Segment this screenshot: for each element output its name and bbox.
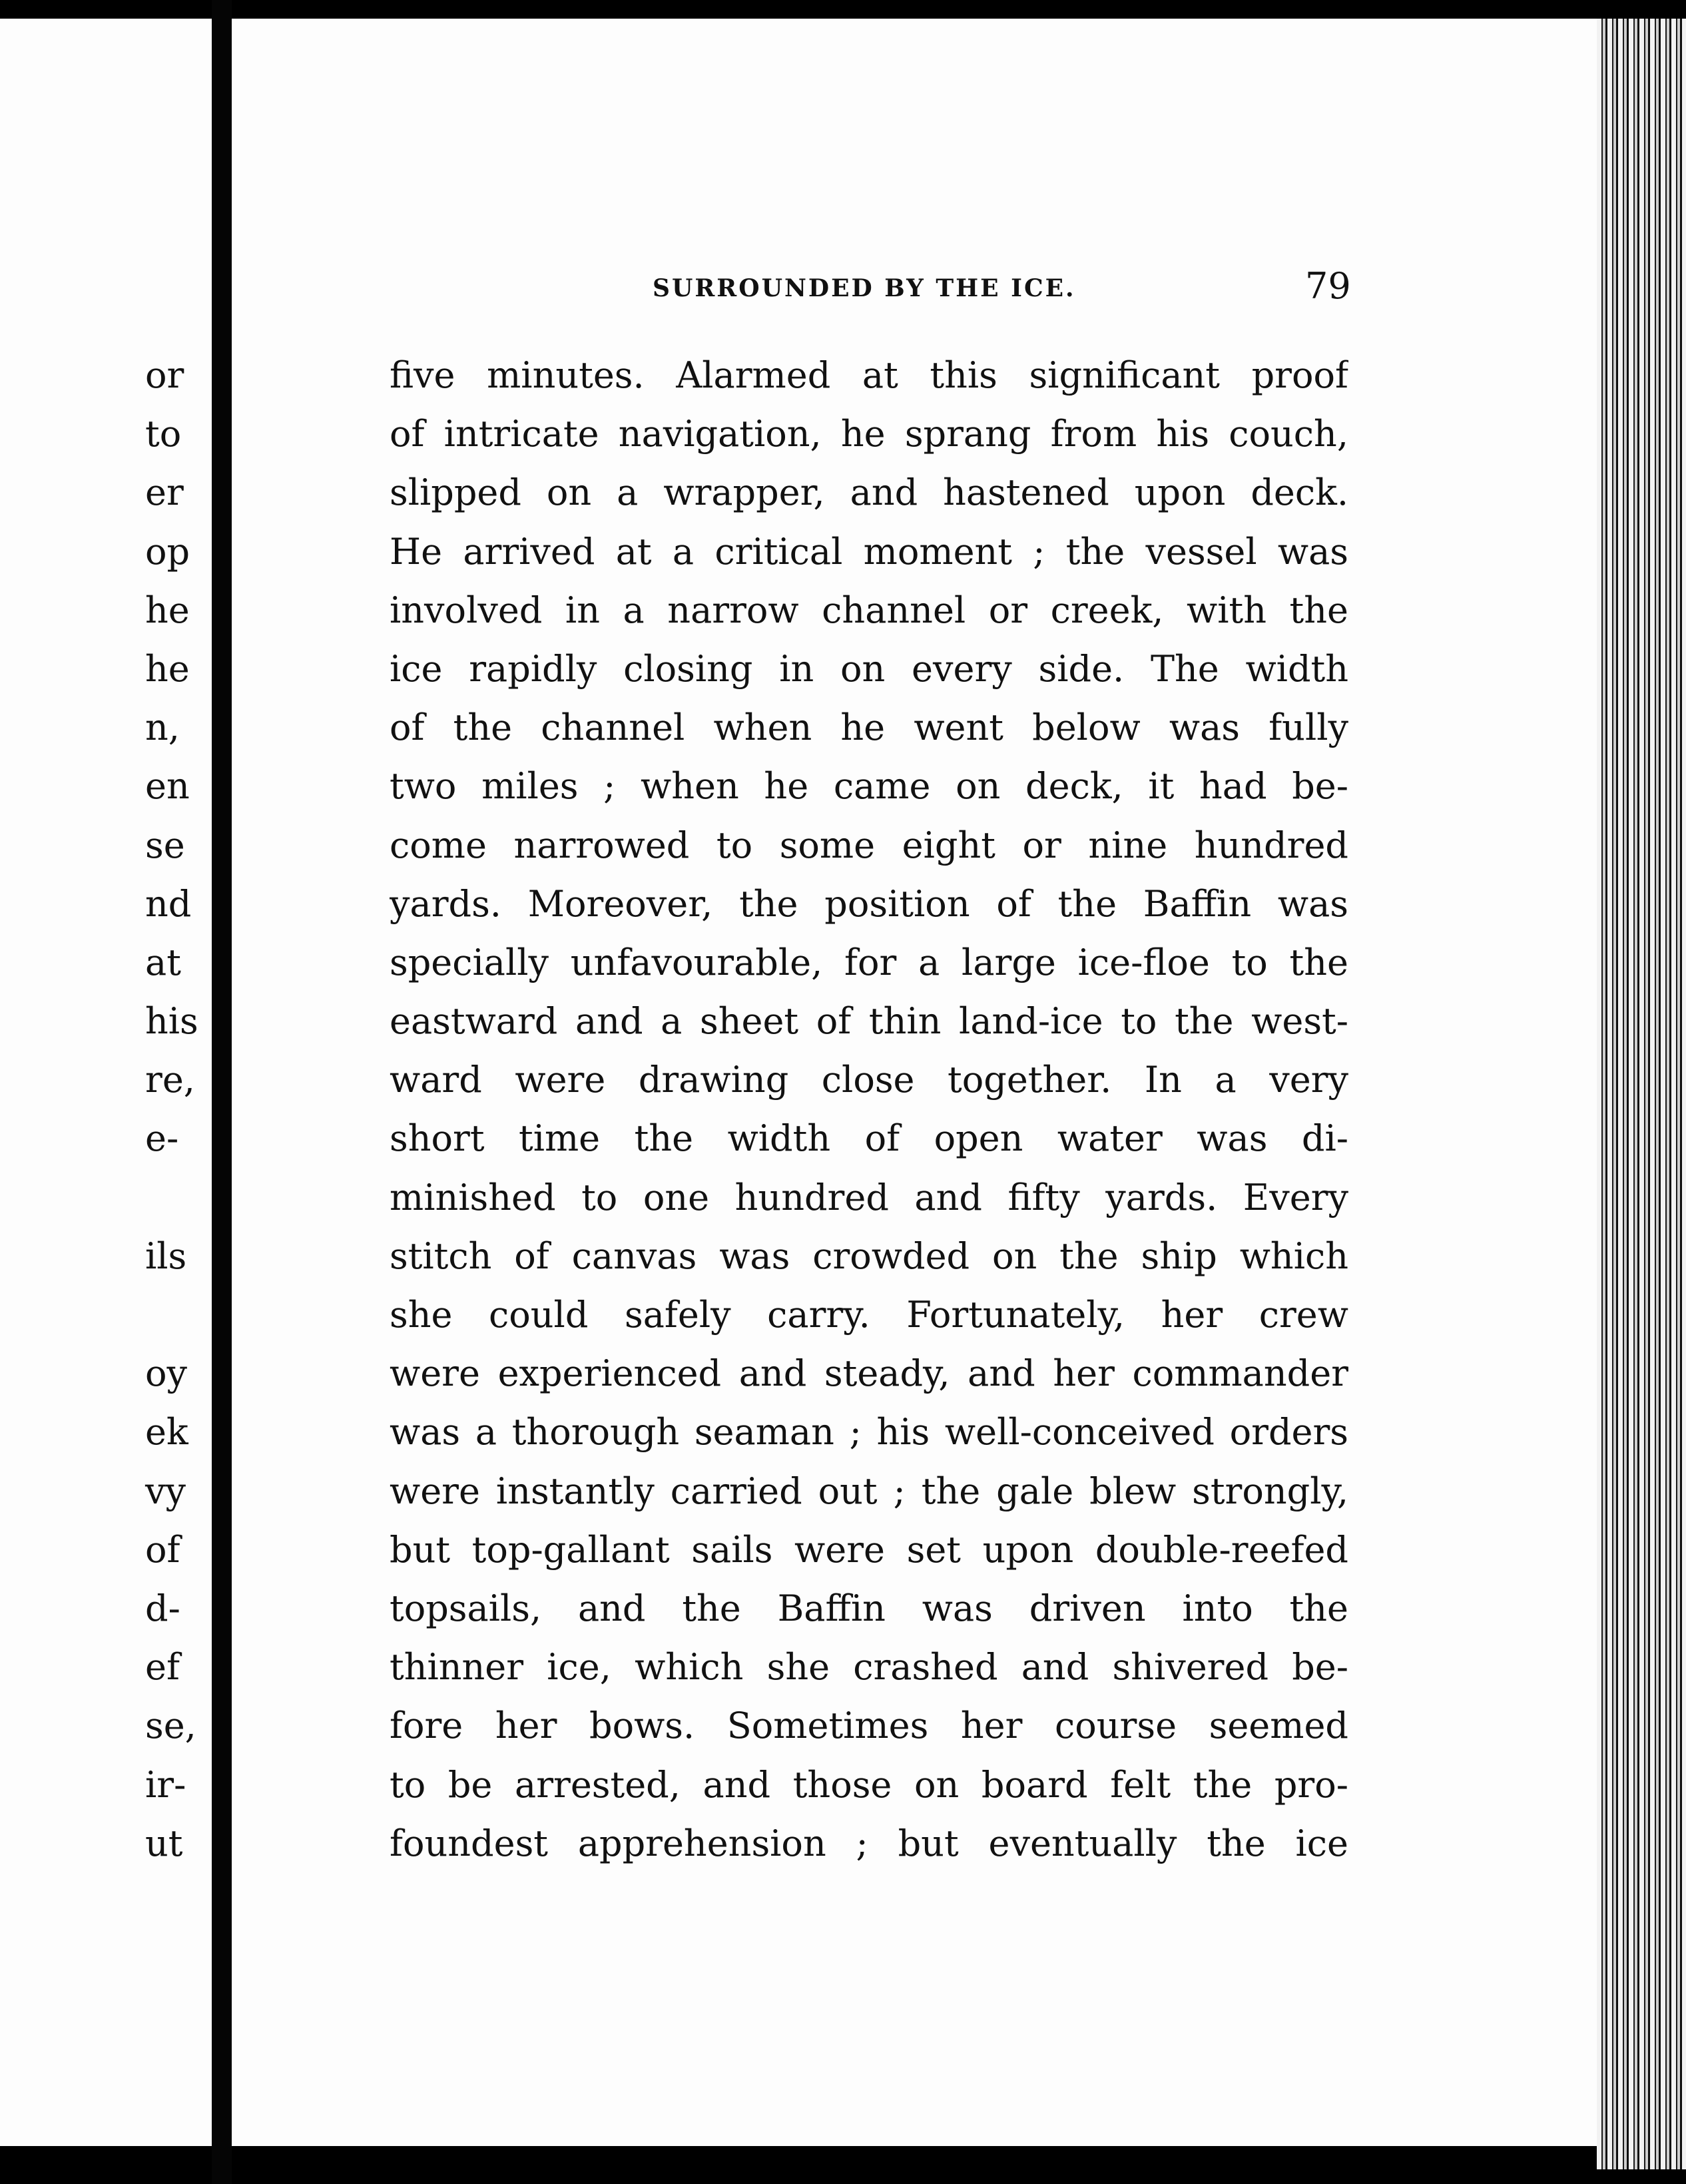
left-fragment-line: d- (145, 1587, 180, 1629)
text-line: but top-gallant sails were set upon double-reefed (390, 1528, 1348, 1571)
text-line: yards. Moreover, the position of the Baffin was (390, 882, 1348, 925)
left-fragment-line: oy (145, 1352, 188, 1395)
left-fragment-line (145, 1169, 212, 1227)
text-line: topsails, and the Baffin was driven into the (390, 1587, 1348, 1629)
text-line: stitch of canvas was crowded on the ship which (390, 1234, 1348, 1277)
text-line: eastward and a sheet of thin land-ice to the west- (390, 1000, 1348, 1043)
left-fragment-line: at (145, 941, 181, 983)
body-text (390, 346, 1348, 1873)
text-line: were instantly carried out ; the gale blew strongly, (390, 1470, 1348, 1512)
left-fragment-line: ek (145, 1411, 188, 1454)
text-line: two miles ; when he came on deck, it had be- (390, 765, 1348, 808)
left-fragment-line: his (145, 1000, 198, 1043)
text-line: was a thorough seaman ; his well-conceived orders (390, 1411, 1348, 1454)
left-fragment-line: ils (145, 1234, 187, 1277)
left-fragment-line: nd (145, 882, 192, 925)
text-line: minished to one hundred and fifty yards. Every (390, 1176, 1348, 1219)
left-fragment-line: ut (145, 1822, 183, 1864)
left-fragment-line: to (145, 413, 182, 455)
text-line: come narrowed to some eight or nine hundred (390, 824, 1348, 866)
text-line: short time the width of open water was di- (390, 1117, 1348, 1160)
left-fragment-line: he (145, 589, 190, 631)
left-fragment-line: n, (145, 706, 180, 749)
left-fragment-line: of (145, 1528, 180, 1571)
text-line: specially unfavourable, for a large ice-floe to the (390, 941, 1348, 983)
book-gutter (212, 0, 232, 2184)
text-line: foundest apprehension ; but eventually the ice (390, 1822, 1348, 1864)
page-edges (1597, 19, 1686, 2169)
left-fragment-line: re, (145, 1059, 195, 1101)
page-number: 79 (1305, 265, 1351, 307)
left-fragment-line: vy (145, 1470, 186, 1512)
left-fragment-line (145, 1286, 212, 1344)
left-fragment-line: op (145, 530, 190, 573)
running-head: SURROUNDED BY THE ICE. (653, 274, 1076, 302)
text-line: ward were drawing close together. In a very (390, 1059, 1348, 1101)
text-line: were experienced and steady, and her commander (390, 1352, 1348, 1395)
text-line: of the channel when he went below was fully (390, 706, 1348, 749)
left-fragment-line: er (145, 471, 184, 514)
left-page-text-fragments (0, 346, 212, 1873)
text-line: ice rapidly closing in on every side. The width (390, 647, 1348, 690)
text-line: thinner ice, which she crashed and shivered be- (390, 1646, 1348, 1689)
left-fragment-line: se (145, 824, 185, 866)
left-fragment-line: e- (145, 1117, 179, 1160)
text-line: involved in a narrow channel or creek, with the (390, 589, 1348, 631)
text-line: of intricate navigation, he sprang from his couch, (390, 413, 1348, 455)
text-line: He arrived at a critical moment ; the vessel was (390, 530, 1348, 573)
left-fragment-line: en (145, 765, 190, 808)
text-line: slipped on a wrapper, and hastened upon deck. (390, 471, 1348, 514)
left-fragment-line: ef (145, 1646, 180, 1689)
left-fragment-line: or (145, 354, 184, 396)
text-line: five minutes. Alarmed at this significant proof (390, 354, 1348, 396)
text-line: fore her bows. Sometimes her course seemed (390, 1705, 1348, 1747)
left-fragment-line: se, (145, 1705, 196, 1747)
text-line: to be arrested, and those on board felt the pro- (390, 1763, 1348, 1806)
left-fragment-line: ir- (145, 1763, 186, 1806)
text-line: she could safely carry. Fortunately, her crew (390, 1294, 1348, 1336)
left-fragment-line: he (145, 647, 190, 690)
